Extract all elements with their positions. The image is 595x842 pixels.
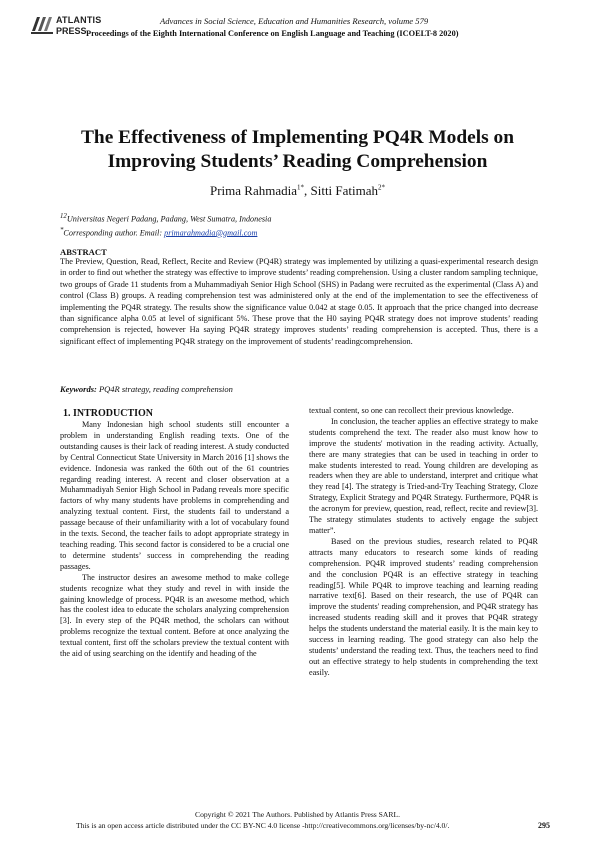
email-link[interactable]: primarahmadia@gmail.com [164,228,258,238]
footer-license: This is an open access article distributed under the CC BY-NC 4.0 license -http://creativecommons.org/licenses/by-nc/4.0/. [76,821,450,830]
author-affil-mark: 1* [296,183,304,192]
author-separator: , [303,183,311,198]
logo-text-line2: PRESS [56,26,87,36]
paragraph: Many Indonesian high school students still encounter a problem in understanding English reading texts. One of the outstanding causes is their lack of reading interest. A study conducted by Central Connecticut State University in March 2016 [1] shows the evidence. Indonesia was ranked the 60th out of the 61 countries regarding reading interest. A recent and closer observation at a Muhammadiyah Senior High School in Padang reveals more specific factors of why many students have problems in comprehending and analyzing textual content. First, the students fail to understand a passage because of their unfamiliarity with a lot of vocabulary found in the texts. Second, the teacher fails to adopt appropriate strategy in teaching reading. This second factor is considered to be a crucial one to determine students’ success in comprehending the reading passages. [60,420,289,571]
series-title: Advances in Social Science, Education and Humanities Research, volume 579 [160,16,429,26]
author-list [60,183,535,199]
section-heading: 1. INTRODUCTION [63,408,154,419]
author-affil-mark: 2* [378,183,386,192]
title-line-2: Improving Students’ Reading Comprehension [107,151,488,172]
paragraph: Based on the previous studies, research related to PQ4R attracts many educators to research some kinds of reading comprehension. PQ4R improved students’ reading comprehension and the conclusion PQ4R is an effective strategy in teaching reading[5]. While PQ4R to improve teaching and learning reading narrative text[6]. Based on their research, the use of PQ4R can improve the students' reading comprehension, and PQ4R strategy has increased students reading skill and it proves that PQ4R strategy helps the students understand the material easily. It is the main key to success in learning reading. The good strategy can also help the students’ understand the reading text. Thus, the teachers need to find out an effective strategy to help students in comprehending the text easily. [309,536,538,677]
author-name: Prima Rahmadia [209,183,297,198]
logo-text-line1: ATLANTIS [56,15,102,25]
corresponding-line [60,225,271,239]
right-column [309,406,538,679]
abstract-heading: ABSTRACT [60,247,107,257]
paragraph: In conclusion, the teacher applies an effective strategy to make students comprehend the text. The reader also must know how to improve the students' motivation in the reading activity. Actually, there are many strategies that can be used in teaching in order to make students interested to read. Young children are developing as readers when they are able to understand, interpret and critique what they read [4]. The strategy is Tried-and-Try Teaching Strategy, Cloze Strategy, Explicit Strategy and PQ4R Strategy. Furthermore, PQ4R is the acronym for preview, question, read, reflect, recite and review[3]. The strategy stimulates students to actively engage the subject matter”. [309,416,538,535]
keywords [60,384,233,394]
title-line-1: The Effectiveness of Implementing PQ4R Models on [80,127,515,148]
corresponding-mark: * [60,226,64,234]
affiliations [60,211,271,238]
proceedings-title: Proceedings of the Eighth International Conference on English Language and Teaching (ICOELT-8 2020) [86,29,459,38]
author-name: Sitti Fatimah [310,183,379,198]
paragraph: textual content, so one can recollect their previous knowledge. [309,406,514,415]
corresponding-text: Corresponding author. Email: [63,228,165,238]
atlantis-logo-icon [30,13,54,35]
footer-copyright: Copyright © 2021 The Authors. Published by Atlantis Press SARL. [195,810,400,819]
paragraph: The instructor desires an awesome method to make college students recognize what they study and revel in with inside the gaining knowledge of process. PQ4R is an awesome method, which has the coolest idea to educate the scholars analyzing comprehension [3]. In every step of the PQ4R method, the scholars can without problems recognize the textual content. Before at once analyzing the textual content, first off the scholars preview the textual content with the aid of using searching on the identify and heading of the [60,572,289,659]
keywords-label: Keywords: [60,384,97,394]
page-number: 295 [538,821,550,830]
affiliation-mark: 12 [60,213,67,220]
left-column [60,420,289,660]
abstract-text: The Preview, Question, Read, Reflect, Recite and Review (PQ4R) strategy was implemented by utilizing a quasi-experimental research design in order to find out whether the strategy was effective to improve students’ reading comprehension. Using a cluster random sampling technique, two groups of Grade 11 students from a Muhammadiyah Senior High School (SHS) in Padang were recruited as the experimental (Class A) and control (Class B) groups. A reading comprehension test was administered only at the end of the implementation to see the effectiveness of implementing the PQ4R strategy. The results show the significance value 0.042 at stage 0.05. It approach that the price changed into decrease than significance alpha 0.05 at level of significant 5%. These prove that the H0 saying PQ4R strategy does not improve students’ reading comprehension is rejected, however Ha saying PQ4R strategy improves students’ reading comprehension is accepted. Thus, there is a significant effect of implementing PQ4R strategy on the improvement of students’ readingcomprehension. [60,257,538,346]
affiliation-text: Universitas Negeri Padang, Padang, West Sumatra, Indonesia [66,214,272,224]
keywords-text: PQ4R strategy, reading comprehension [96,384,233,394]
paper-title [60,126,535,174]
affiliation-line [60,211,271,225]
